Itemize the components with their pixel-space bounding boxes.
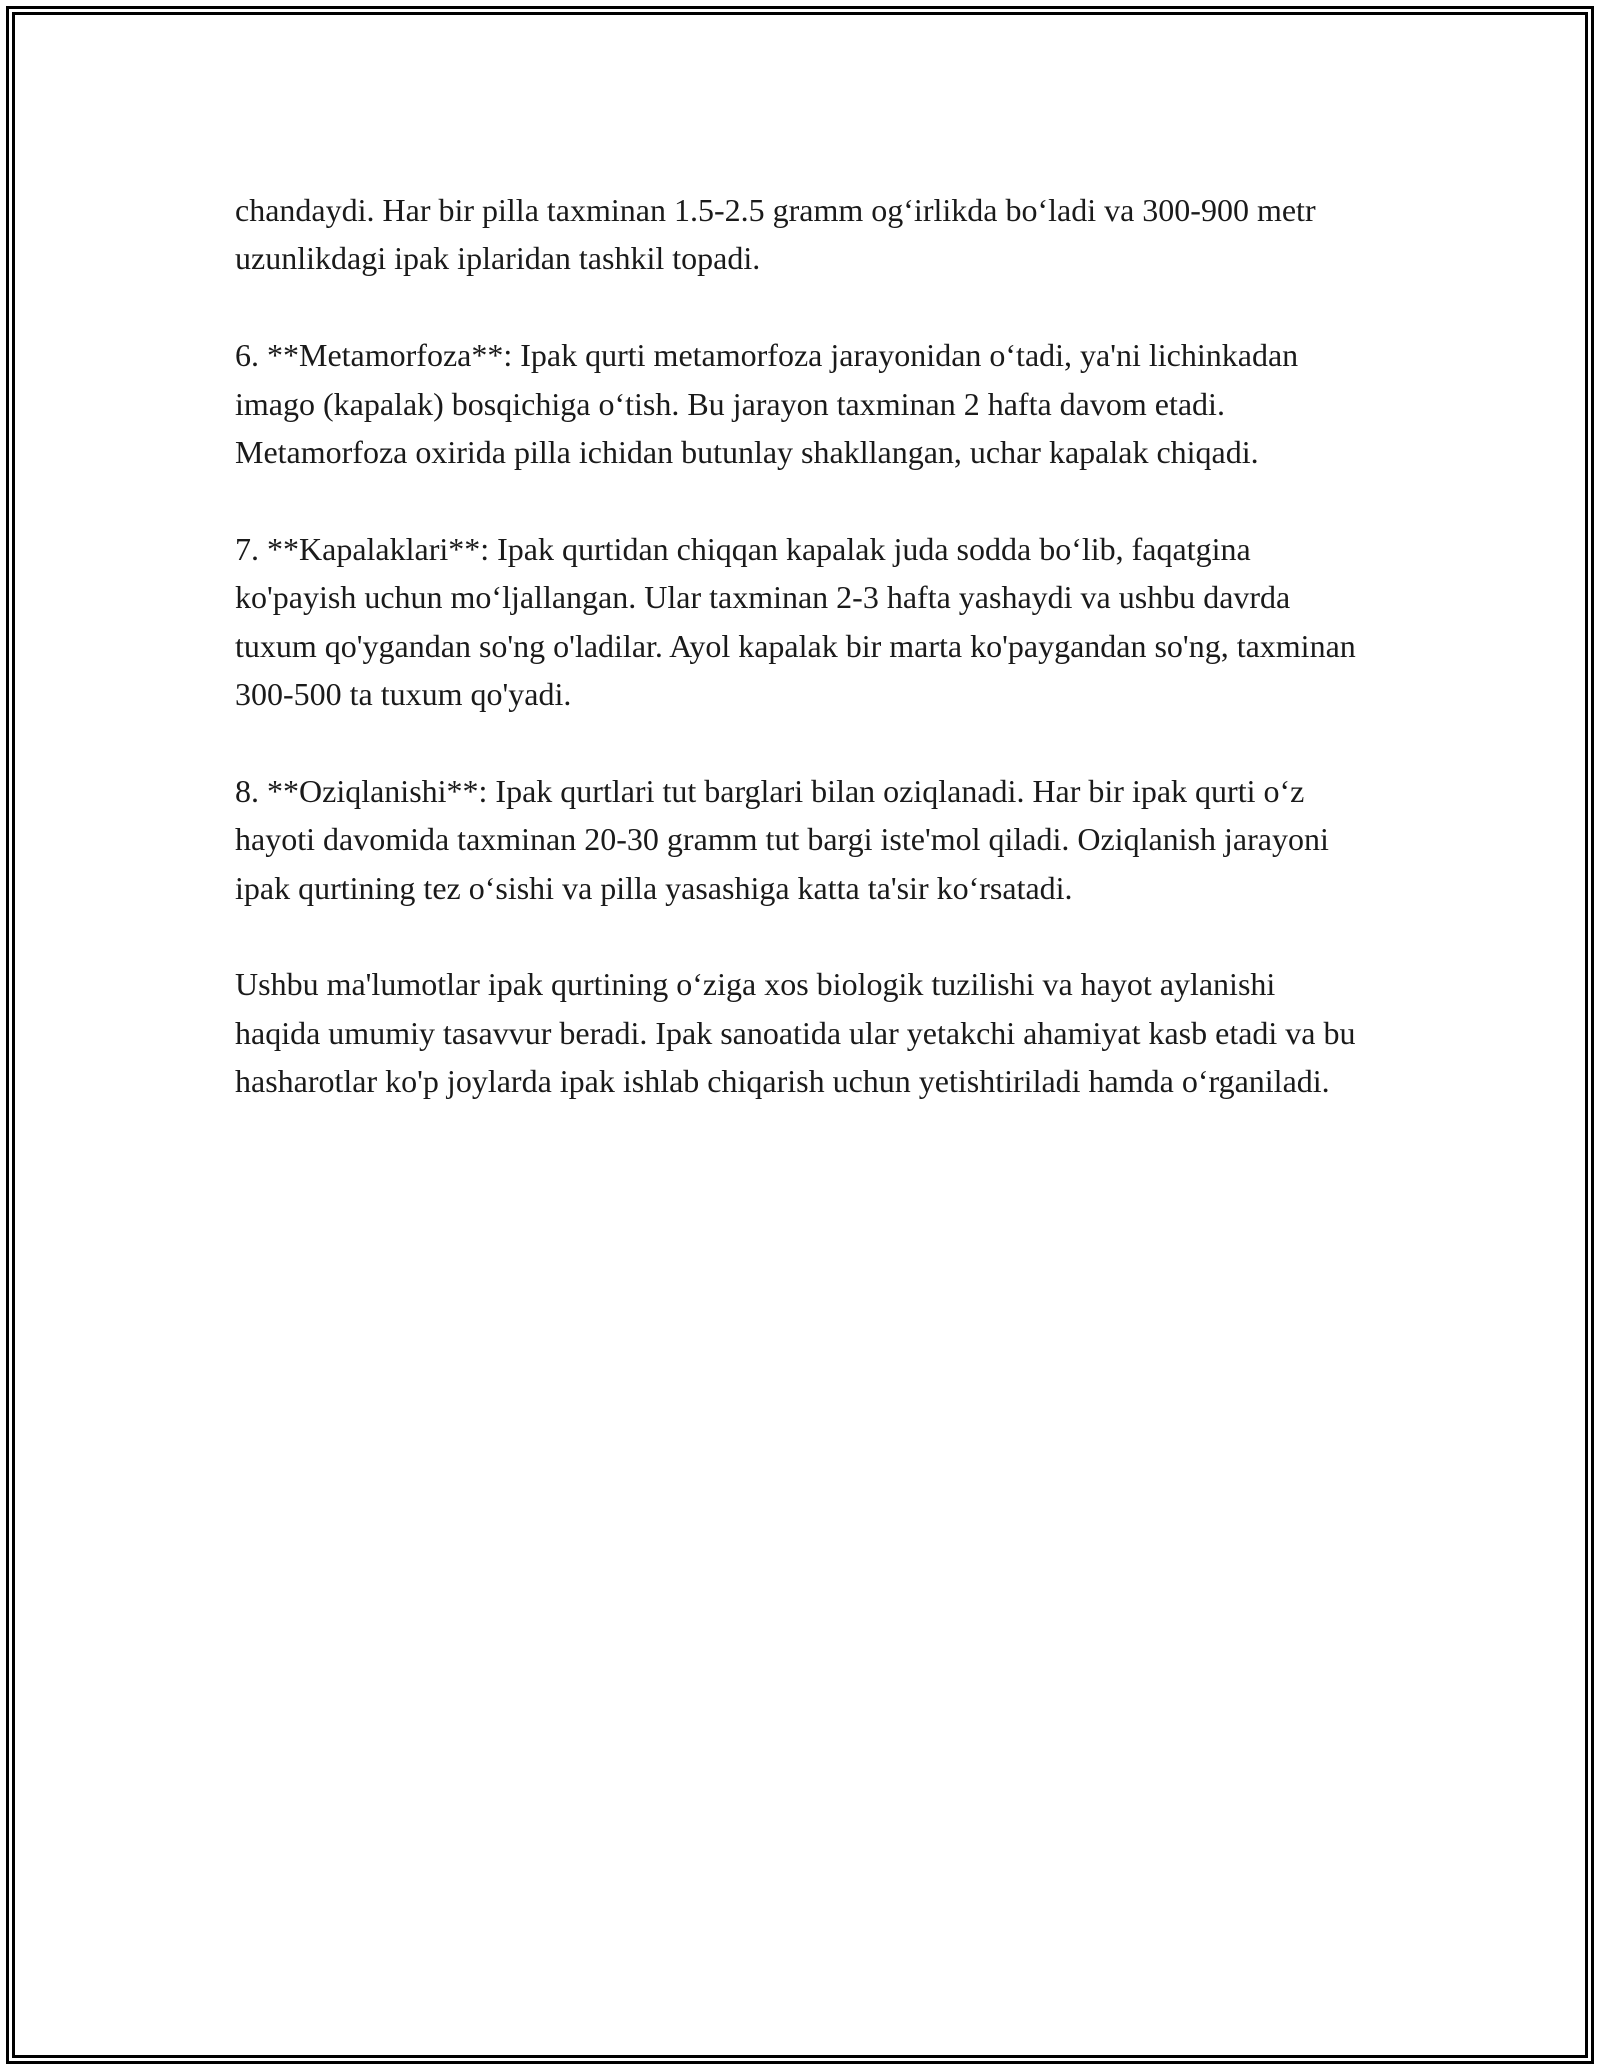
document-body — [235, 186, 1365, 1106]
paragraph-oziqlanishi: 8. **Oziqlanishi**: Ipak qurtlari tut barglari bilan oziqlanadi. Har bir ipak qurti o‘z hayoti davomida taxminan 20-30 gramm tut bargi iste'mol qiladi. Oziqlanish jarayoni ipak qurtining tez o‘sishi va pilla yasashiga katta ta'sir ko‘rsatadi. — [235, 772, 1329, 906]
paragraph-pilla-weight: chandaydi. Har bir pilla taxminan 1.5-2.5 gramm og‘irlikda bo‘ladi va 300-900 metr uzunlikdagi ipak iplaridan tashkil topadi. — [235, 192, 1316, 277]
paragraph-metamorfoza: 6. **Metamorfoza**: Ipak qurti metamorfoza jarayonidan o‘tadi, ya'ni lichinkadan imago (kapalak) bosqichiga o‘tish. Bu jarayon taxminan 2 hafta davom etadi. Metamorfoza oxirida pilla ichidan butunlay shakllangan, uchar kapalak chiqadi. — [235, 337, 1299, 471]
paragraph-summary: Ushbu ma'lumotlar ipak qurtining o‘ziga xos biologik tuzilishi va hayot aylanishi haqida umumiy tasavvur beradi. Ipak sanoatida ular yetakchi ahamiyat kasb etadi va bu hasharotlar ko'p joylarda ipak ishlab chiqarish uchun yetishtiriladi hamda o‘rganiladi. — [235, 966, 1356, 1100]
paragraph-kapalaklari: 7. **Kapalaklari**: Ipak qurtidan chiqqan kapalak juda sodda bo‘lib, faqatgina ko'payish uchun mo‘ljallangan. Ular taxminan 2-3 hafta yashaydi va ushbu davrda tuxum qo'ygandan so'ng o'ladilar. Ayol kapalak bir marta ko'paygandan so'ng, taxminan 300-500 ta tuxum qo'yadi. — [235, 530, 1356, 713]
